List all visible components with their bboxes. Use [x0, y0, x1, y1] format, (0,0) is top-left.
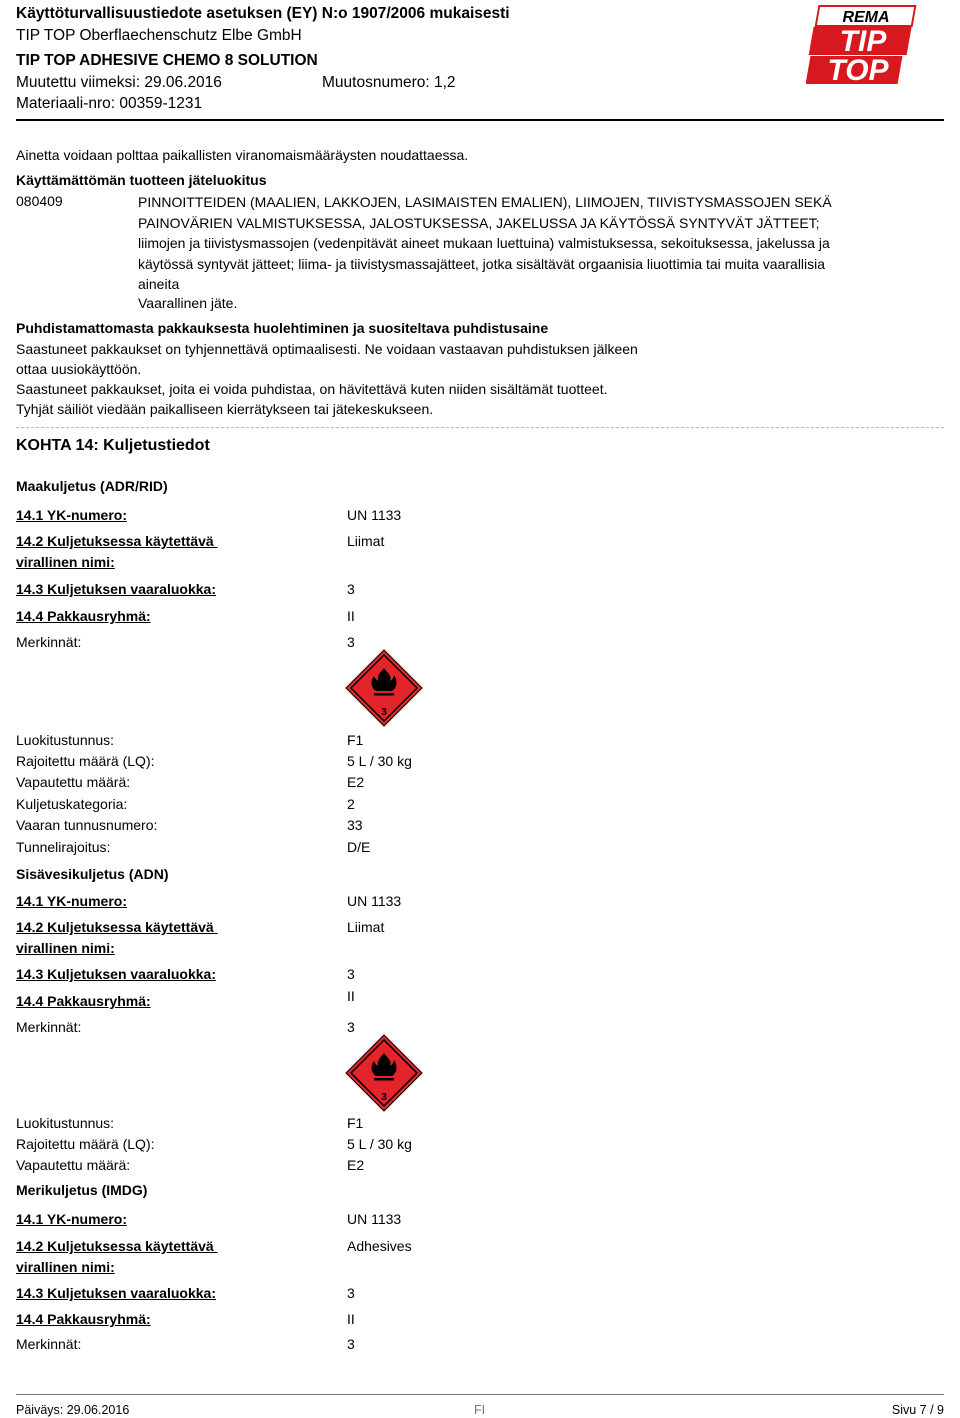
footer-language: FI [474, 1403, 486, 1417]
adr-tunnel-value: D/E [347, 839, 371, 855]
adn-eq-label: Vapautettu määrä: [16, 1157, 131, 1173]
imdg-pg-value: II [347, 1311, 355, 1327]
adr-tunnel-label: Tunnelirajoitus: [16, 839, 111, 855]
revised-date: Muutettu viimeksi: 29.06.2016 [16, 74, 222, 91]
imdg-labels-label: Merkinnät: [16, 1336, 82, 1352]
adn-title: Sisävesikuljetus (ADN) [16, 866, 169, 882]
header-divider [16, 119, 944, 121]
adr-name-value: Liimat [347, 533, 385, 549]
adr-name-label-1: 14.2 Kuljetuksessa käytettävä [16, 533, 218, 549]
product-name: TIP TOP ADHESIVE CHEMO 8 SOLUTION [16, 52, 318, 69]
imdg-un-label: 14.1 YK-numero: [16, 1211, 127, 1227]
sds-title: Käyttöturvallisuustiedote asetuksen (EY) N:o 1907/2006 mukaisesti [16, 5, 510, 22]
burn-note: Ainetta voidaan polttaa paikallisten viranomaismääräysten noudattaessa. [16, 147, 469, 163]
adn-name-value: Liimat [347, 919, 385, 935]
adr-name-label-2: virallinen nimi: [16, 554, 115, 570]
adr-eq-value: E2 [347, 774, 365, 790]
packaging-line-4: Tyhjät säiliöt viedään paikalliseen kierrätykseen tai jätekeskukseen. [16, 401, 434, 417]
packaging-line-3: Saastuneet pakkaukset, joita ei voida puhdistaa, on hävitettävä kuten niiden sisältämät tuotteet. [16, 381, 608, 397]
waste-code: 080409 [16, 193, 63, 209]
adr-eq-label: Vapautettu määrä: [16, 774, 131, 790]
adn-class-label: 14.3 Kuljetuksen vaaraluokka: [16, 966, 216, 982]
waste-hazard-status: Vaarallinen jäte. [138, 295, 238, 311]
adr-code-value: F1 [347, 732, 364, 748]
adr-title: Maakuljetus (ADR/RID) [16, 478, 168, 494]
logo-tip: TIP [839, 25, 887, 58]
adn-lq-value: 5 L / 30 kg [347, 1136, 412, 1152]
imdg-title: Merikuljetus (IMDG) [16, 1182, 148, 1198]
adn-labels-value: 3 [347, 1019, 355, 1035]
adn-labels-label: Merkinnät: [16, 1019, 82, 1035]
adr-cat-value: 2 [347, 796, 355, 812]
material-number: Materiaali-nro: 00359-1231 [16, 95, 203, 112]
adr-class-value: 3 [347, 581, 355, 597]
imdg-class-label: 14.3 Kuljetuksen vaaraluokka: [16, 1285, 216, 1301]
adr-labels-value: 3 [347, 634, 355, 650]
section-14-title: KOHTA 14: Kuljetustiedot [16, 437, 210, 454]
adn-pg-label: 14.4 Pakkausryhmä: [16, 993, 151, 1009]
waste-description: PINNOITTEIDEN (MAALIEN, LAKKOJEN, LASIMAISTEN EMALIEN), LIIMOJEN, TIIVISTYSMASSOJEN SEKÄ PAINOVÄRIEN VALMISTUKSESSA, JALOSTUKSESSA, JAKELUSSA JA KÄYTÖSSÄ SYNTYVÄT JÄTTEET; liimojen ja tiivistysmassojen (vedenpitävät aineet mukaan luettuina) valmistuksessa, sekoituksessa, jakelussa ja käytössä syntyvät jätteet; liima- ja tiivistysmassajätteet, jotka sisältävät orgaanisia liuottimia tai muita vaarallisia aineita [138, 194, 832, 293]
adn-class-value: 3 [347, 966, 355, 982]
revision-number: Muutosnumero: 1,2 [322, 74, 456, 91]
logo-top: TOP [827, 54, 889, 87]
adr-lq-value: 5 L / 30 kg [347, 753, 412, 769]
adr-lq-label: Rajoitettu määrä (LQ): [16, 753, 155, 769]
imdg-class-value: 3 [347, 1285, 355, 1301]
adr-pg-value: II [347, 608, 355, 624]
imdg-labels-value: 3 [347, 1336, 355, 1352]
imdg-name-label-1: 14.2 Kuljetuksessa käytettävä [16, 1238, 218, 1254]
adn-un-value: UN 1133 [347, 893, 402, 909]
imdg-pg-label: 14.4 Pakkausryhmä: [16, 1311, 151, 1327]
footer-divider [16, 1394, 944, 1395]
adn-pg-value: II [347, 988, 355, 1004]
adn-eq-value: E2 [347, 1157, 365, 1173]
adn-code-label: Luokitustunnus: [16, 1115, 115, 1131]
packaging-line-1: Saastuneet pakkaukset on tyhjennettävä optimaalisesti. Ne voidaan vastaavan puhdistuksen jälkeen [16, 341, 638, 357]
adr-un-label: 14.1 YK-numero: [16, 507, 127, 523]
adr-class-label: 14.3 Kuljetuksen vaaraluokka: [16, 581, 216, 597]
rema-tip-top-logo [806, 2, 918, 88]
adr-hin-value: 33 [347, 817, 363, 833]
adr-un-value: UN 1133 [347, 507, 402, 523]
flammable-liquid-icon [344, 648, 424, 728]
flammable-liquid-icon [344, 1033, 424, 1113]
packaging-title: Puhdistamattomasta pakkauksesta huolehtiminen ja suositeltava puhdistusaine [16, 320, 549, 336]
company-name: TIP TOP Oberflaechenschutz Elbe GmbH [16, 27, 302, 44]
adn-lq-label: Rajoitettu määrä (LQ): [16, 1136, 155, 1152]
packaging-line-2: ottaa uusiokäyttöön. [16, 361, 142, 377]
footer-page-number: Sivu 7 / 9 [891, 1403, 944, 1417]
adn-name-label-2: virallinen nimi: [16, 940, 115, 956]
adn-code-value: F1 [347, 1115, 364, 1131]
imdg-name-value: Adhesives [347, 1238, 412, 1254]
adr-code-label: Luokitustunnus: [16, 732, 115, 748]
adr-cat-label: Kuljetuskategoria: [16, 796, 128, 812]
imdg-name-label-2: virallinen nimi: [16, 1259, 115, 1275]
waste-classification-title: Käyttämättömän tuotteen jäteluokitus [16, 172, 267, 188]
adn-pictogram-number: 3 [381, 1092, 387, 1103]
adn-un-label: 14.1 YK-numero: [16, 893, 127, 909]
adr-pg-label: 14.4 Pakkausryhmä: [16, 608, 151, 624]
imdg-un-value: UN 1133 [347, 1211, 402, 1227]
footer-date: Päiväys: 29.06.2016 [16, 1403, 130, 1417]
logo-rema: REMA [842, 9, 890, 26]
adr-pictogram-number: 3 [381, 707, 387, 718]
adr-hin-label: Vaaran tunnusnumero: [16, 817, 158, 833]
section-divider [16, 427, 944, 428]
adr-labels-label: Merkinnät: [16, 634, 82, 650]
adn-name-label-1: 14.2 Kuljetuksessa käytettävä [16, 919, 218, 935]
